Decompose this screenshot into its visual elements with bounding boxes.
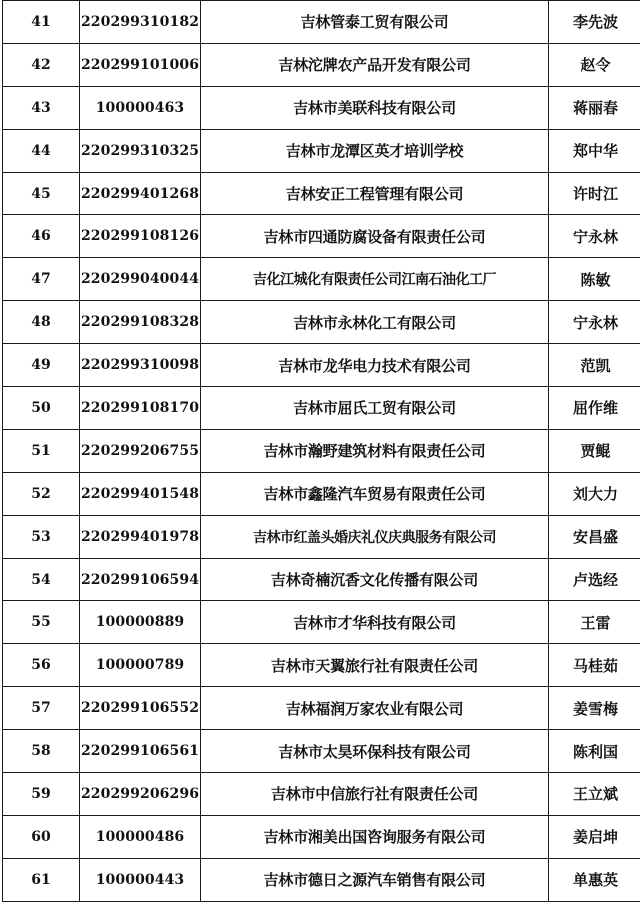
row-number: 45	[3, 172, 80, 215]
legal-representative: 许时江	[549, 172, 640, 215]
registration-code: 100000789	[80, 644, 201, 687]
registration-code: 220299108170	[80, 387, 201, 430]
table-row	[3, 472, 640, 515]
company-name: 吉林沱牌农产品开发有限公司	[201, 43, 549, 86]
table-row	[3, 387, 640, 430]
registration-code: 100000463	[80, 86, 201, 129]
table-row	[3, 1, 640, 44]
company-name: 吉林市才华科技有限公司	[201, 601, 549, 644]
row-number: 51	[3, 429, 80, 472]
registration-code: 220299106552	[80, 687, 201, 730]
company-name: 吉林市四通防腐设备有限责任公司	[201, 215, 549, 258]
company-name: 吉林市德日之源汽车销售有限公司	[201, 858, 549, 901]
table-row	[3, 258, 640, 301]
registration-code: 220299401548	[80, 472, 201, 515]
legal-representative: 李先波	[549, 1, 640, 44]
legal-representative: 宁永林	[549, 301, 640, 344]
table-row	[3, 129, 640, 172]
registration-code: 100000486	[80, 815, 201, 858]
company-name: 吉林市瀚野建筑材料有限责任公司	[201, 429, 549, 472]
table-row	[3, 730, 640, 773]
company-registry-table	[2, 0, 640, 902]
company-name: 吉林管泰工贸有限公司	[201, 1, 549, 44]
legal-representative: 卢选经	[549, 558, 640, 601]
company-name: 吉林市湘美出国咨询服务有限公司	[201, 815, 549, 858]
table-row	[3, 815, 640, 858]
company-name: 吉林福润万家农业有限公司	[201, 687, 549, 730]
table-body	[3, 1, 640, 902]
legal-representative: 宁永林	[549, 215, 640, 258]
registration-code: 220299106594	[80, 558, 201, 601]
legal-representative: 陈敏	[549, 258, 640, 301]
row-number: 53	[3, 515, 80, 558]
company-name: 吉林安正工程管理有限公司	[201, 172, 549, 215]
legal-representative: 安昌盛	[549, 515, 640, 558]
legal-representative: 赵令	[549, 43, 640, 86]
document-page	[2, 0, 638, 903]
row-number: 54	[3, 558, 80, 601]
row-number: 42	[3, 43, 80, 86]
registration-code: 220299206755	[80, 429, 201, 472]
table-row	[3, 601, 640, 644]
company-name: 吉化江城化有限责任公司江南石油化工厂	[201, 258, 549, 301]
row-number: 49	[3, 344, 80, 387]
company-name: 吉林市天翼旅行社有限责任公司	[201, 644, 549, 687]
legal-representative: 姜雪梅	[549, 687, 640, 730]
row-number: 60	[3, 815, 80, 858]
row-number: 48	[3, 301, 80, 344]
registration-code: 220299206296	[80, 773, 201, 816]
registration-code: 220299108126	[80, 215, 201, 258]
table-row	[3, 301, 640, 344]
table-row	[3, 429, 640, 472]
registration-code: 100000443	[80, 858, 201, 901]
registration-code: 220299310182	[80, 1, 201, 44]
table-row	[3, 687, 640, 730]
row-number: 44	[3, 129, 80, 172]
row-number: 57	[3, 687, 80, 730]
legal-representative: 姜启坤	[549, 815, 640, 858]
company-name: 吉林市永林化工有限公司	[201, 301, 549, 344]
table-row	[3, 344, 640, 387]
table-row	[3, 172, 640, 215]
legal-representative: 陈利国	[549, 730, 640, 773]
registration-code: 100000889	[80, 601, 201, 644]
row-number: 58	[3, 730, 80, 773]
row-number: 50	[3, 387, 80, 430]
table-row	[3, 644, 640, 687]
row-number: 41	[3, 1, 80, 44]
company-name: 吉林市太昊环保科技有限公司	[201, 730, 549, 773]
table-row	[3, 515, 640, 558]
registration-code: 220299401978	[80, 515, 201, 558]
table-row	[3, 86, 640, 129]
company-name: 吉林市美联科技有限公司	[201, 86, 549, 129]
row-number: 59	[3, 773, 80, 816]
company-name: 吉林市龙华电力技术有限公司	[201, 344, 549, 387]
company-name: 吉林市中信旅行社有限责任公司	[201, 773, 549, 816]
row-number: 52	[3, 472, 80, 515]
row-number: 46	[3, 215, 80, 258]
registration-code: 220299310098	[80, 344, 201, 387]
table-row	[3, 858, 640, 901]
company-name: 吉林市鑫隆汽车贸易有限责任公司	[201, 472, 549, 515]
registration-code: 220299101006	[80, 43, 201, 86]
legal-representative: 刘大力	[549, 472, 640, 515]
row-number: 47	[3, 258, 80, 301]
legal-representative: 王雷	[549, 601, 640, 644]
legal-representative: 马桂茹	[549, 644, 640, 687]
legal-representative: 贾鲲	[549, 429, 640, 472]
row-number: 43	[3, 86, 80, 129]
legal-representative: 单惠英	[549, 858, 640, 901]
registration-code: 220299310325	[80, 129, 201, 172]
legal-representative: 郑中华	[549, 129, 640, 172]
table-row	[3, 215, 640, 258]
legal-representative: 范凯	[549, 344, 640, 387]
company-name: 吉林市红盖头婚庆礼仪庆典服务有限公司	[201, 515, 549, 558]
company-name: 吉林奇楠沉香文化传播有限公司	[201, 558, 549, 601]
legal-representative: 王立斌	[549, 773, 640, 816]
registration-code: 220299108328	[80, 301, 201, 344]
table-row	[3, 43, 640, 86]
company-name: 吉林市屈氏工贸有限公司	[201, 387, 549, 430]
table-row	[3, 558, 640, 601]
legal-representative: 蒋丽春	[549, 86, 640, 129]
registration-code: 220299106561	[80, 730, 201, 773]
registration-code: 220299040044	[80, 258, 201, 301]
legal-representative: 屈作维	[549, 387, 640, 430]
registration-code: 220299401268	[80, 172, 201, 215]
table-row	[3, 773, 640, 816]
company-name: 吉林市龙潭区英才培训学校	[201, 129, 549, 172]
row-number: 55	[3, 601, 80, 644]
row-number: 56	[3, 644, 80, 687]
row-number: 61	[3, 858, 80, 901]
